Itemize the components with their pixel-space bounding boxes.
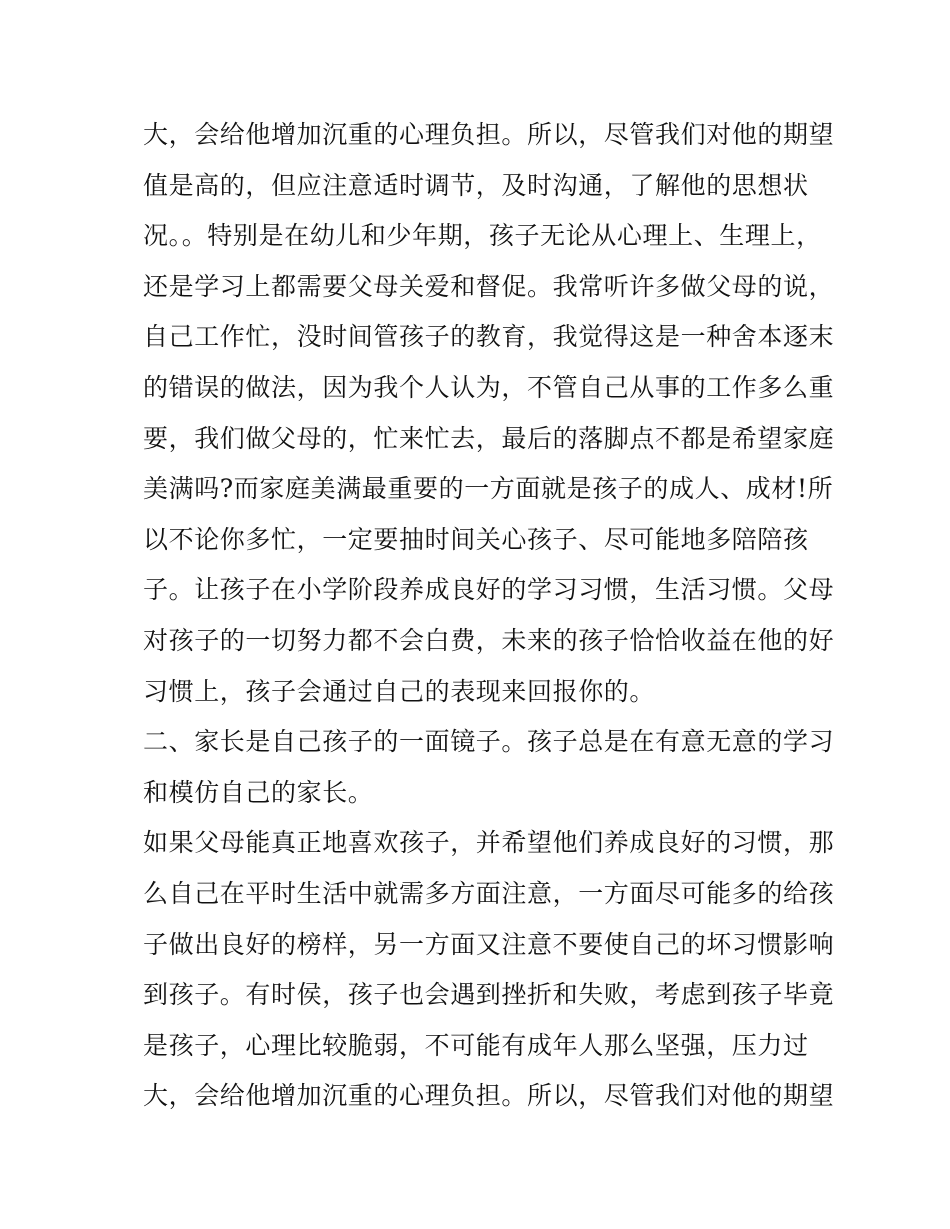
text-line: 习惯上，孩子会通过自己的表现来回报你的。 bbox=[143, 676, 656, 706]
text-line: 子做出良好的榜样，另一方面又注意不要使自己的坏习惯影响 bbox=[143, 929, 835, 959]
text-line: 子。让孩子在小学阶段养成良好的学习习惯，生活习惯。父母 bbox=[143, 575, 835, 605]
section-heading-line: 和模仿自己的家长。 bbox=[143, 777, 374, 807]
text-line: 大，会给他增加沉重的心理负担。所以，尽管我们对他的期望 bbox=[143, 1081, 835, 1111]
text-line: 如果父母能真正地喜欢孩子，并希望他们养成良好的习惯，那 bbox=[143, 828, 835, 858]
text-line: 以不论你多忙，一定要抽时间关心孩子、尽可能地多陪陪孩 bbox=[143, 524, 809, 554]
text-line: 的错误的做法，因为我个人认为，不管自己从事的工作多么重 bbox=[143, 372, 835, 402]
text-line: 要，我们做父母的，忙来忙去，最后的落脚点不都是希望家庭 bbox=[143, 423, 835, 453]
text-line: 自己工作忙，没时间管孩子的教育，我觉得这是一种舍本逐末 bbox=[143, 322, 835, 352]
section-heading-line: 二、家长是自己孩子的一面镜子。孩子总是在有意无意的学习 bbox=[143, 727, 835, 757]
text-line: 还是学习上都需要父母关爱和督促。我常听许多做父母的说， bbox=[143, 271, 835, 301]
text-line: 么自己在平时生活中就需多方面注意，一方面尽可能多的给孩 bbox=[143, 878, 835, 908]
text-line: 对孩子的一切努力都不会白费，未来的孩子恰恰收益在他的好 bbox=[143, 625, 835, 655]
text-line: 到孩子。有时侯，孩子也会遇到挫折和失败，考虑到孩子毕竟 bbox=[143, 980, 835, 1010]
text-line: 值是高的，但应注意适时调节，及时沟通，了解他的思想状 bbox=[143, 170, 809, 200]
text-line: 况。。特别是在幼儿和少年期，孩子无论从心理上、生理上， bbox=[143, 221, 822, 251]
text-line: 是孩子，心理比较脆弱，不可能有成年人那么坚强，压力过 bbox=[143, 1030, 809, 1060]
text-line: 大，会给他增加沉重的心理负担。所以，尽管我们对他的期望 bbox=[143, 120, 835, 149]
text-line: 美满吗?而家庭美满最重要的一方面就是孩子的成人、成材!所 bbox=[143, 474, 834, 504]
body-text bbox=[143, 110, 835, 1122]
